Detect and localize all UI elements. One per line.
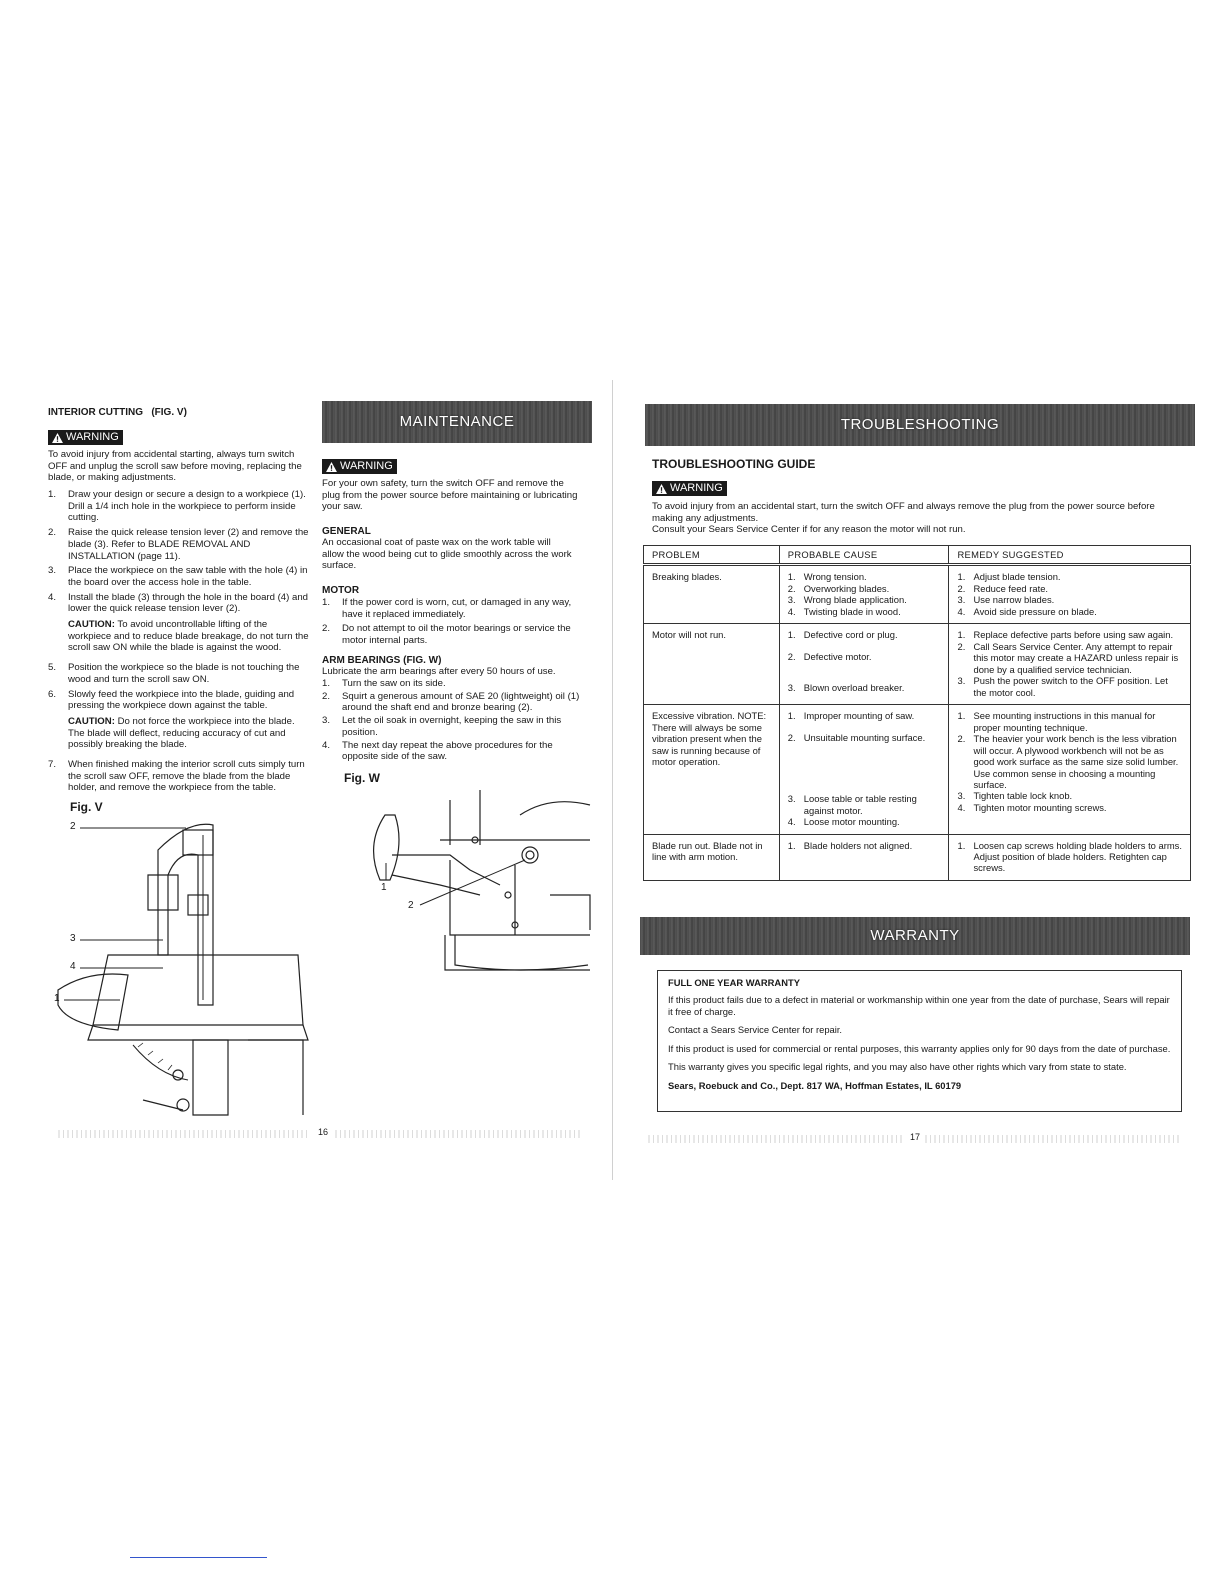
item-number: 1. bbox=[322, 678, 331, 689]
interior-cutting-fig-ref: (FIG. V) bbox=[151, 407, 187, 418]
item-number: 3. bbox=[322, 715, 331, 727]
list-item bbox=[48, 527, 310, 562]
remedy-number: 4. bbox=[957, 801, 966, 813]
interior-warning-text: To avoid injury from accidental starting, always turn switch OFF and unplug the scroll saw before moving, replacing the blade, or making adjustments. bbox=[48, 449, 302, 484]
item-number: 2. bbox=[322, 623, 331, 635]
step-number: 5. bbox=[48, 662, 57, 674]
warning-triangle-icon bbox=[656, 484, 667, 494]
step-number: 6. bbox=[48, 688, 57, 700]
caution-label: CAUTION: bbox=[68, 715, 115, 727]
step-text: Slowly feed the workpiece into the blade, guiding and pressing the workpiece down against the table. bbox=[68, 688, 295, 712]
warning-badge bbox=[322, 459, 397, 474]
list-item bbox=[48, 489, 310, 524]
warning-label: WARNING bbox=[66, 430, 119, 443]
step-number: 1. bbox=[48, 489, 57, 500]
warranty-paragraph: This warranty gives you specific legal rights, and you may also have other rights which vary from state to state. bbox=[668, 1061, 1127, 1073]
troubleshooting-title: TROUBLESHOOTING bbox=[840, 415, 1000, 433]
cause-text: Wrong tension. bbox=[803, 571, 867, 583]
scan-noise bbox=[335, 1130, 583, 1138]
step-number: 3. bbox=[48, 565, 57, 577]
remedy-number: 2. bbox=[957, 733, 966, 745]
cause-number: 3. bbox=[787, 594, 796, 606]
fig-v-callout-2: 2 bbox=[70, 821, 76, 832]
list-item bbox=[48, 759, 310, 794]
remedy-text: Tighten table lock knob. bbox=[973, 790, 1073, 802]
fig-w-callout-2: 2 bbox=[408, 900, 414, 911]
cause-number: 4. bbox=[787, 605, 796, 617]
cause-cell bbox=[779, 705, 949, 834]
fig-w-callout-1: 1 bbox=[381, 882, 387, 893]
item-text: Turn the saw on its side. bbox=[342, 678, 446, 689]
remedy-number: 2. bbox=[957, 582, 966, 594]
cause-number: 1. bbox=[787, 839, 796, 851]
cause-text: Blade holders not aligned. bbox=[803, 839, 913, 851]
warning-badge bbox=[652, 481, 727, 496]
list-item bbox=[48, 565, 310, 588]
cause-cell bbox=[779, 624, 949, 705]
step-text: Place the workpiece on the saw table with the hole (4) in the board over the access hole in the table. bbox=[68, 565, 308, 588]
cause-number: 3. bbox=[787, 793, 796, 805]
fig-w-illustration bbox=[330, 785, 592, 985]
remedy-text: Avoid side pressure on blade. bbox=[973, 605, 1097, 617]
cause-number: 1. bbox=[787, 571, 796, 583]
table-row bbox=[644, 565, 1191, 624]
caution-2 bbox=[48, 716, 310, 751]
page-number: 16 bbox=[318, 1127, 329, 1137]
remedy-cell bbox=[949, 834, 1191, 880]
fig-v-illustration bbox=[48, 815, 313, 1120]
cause-text: Loose motor mounting. bbox=[803, 816, 900, 828]
troubleshooting-warning-text: To avoid injury from an accidental start, turn the switch OFF and always remove the plug from the power source before making any adjustments. bbox=[652, 501, 1155, 524]
list-item bbox=[322, 597, 577, 620]
remedy-number: 1. bbox=[957, 629, 966, 641]
interior-steps bbox=[48, 489, 310, 797]
col-header-problem: PROBLEM bbox=[644, 546, 780, 565]
caution-label: CAUTION: bbox=[68, 619, 115, 631]
col-header-remedy: REMEDY SUGGESTED bbox=[949, 546, 1191, 565]
warning-triangle-icon bbox=[52, 433, 63, 443]
cause-number: 2. bbox=[787, 650, 796, 662]
step-number: 2. bbox=[48, 527, 57, 539]
troubleshooting-consult-text: Consult your Sears Service Center if for any reason the motor will not run. bbox=[652, 524, 966, 535]
troubleshooting-guide-heading: TROUBLESHOOTING GUIDE bbox=[652, 457, 816, 471]
remedy-number: 3. bbox=[957, 790, 966, 802]
warning-label: WARNING bbox=[340, 459, 393, 472]
remedy-text: The heavier your work bench is the less vibration will occur. A plywood workbench will not be as good work surface as the same size solid lumber. Use common sense in choosing a mounting surface. bbox=[973, 733, 1179, 790]
page-number: 17 bbox=[910, 1132, 921, 1142]
remedy-number: 2. bbox=[957, 640, 966, 652]
warranty-title: WARRANTY bbox=[870, 926, 960, 944]
cause-text: Defective motor. bbox=[803, 650, 872, 662]
table-row bbox=[644, 624, 1191, 705]
remedy-cell bbox=[949, 705, 1191, 834]
fig-w-label: Fig. W bbox=[344, 771, 380, 785]
page-divider bbox=[612, 380, 613, 1180]
fig-v-callout-3: 3 bbox=[70, 933, 76, 944]
scan-noise bbox=[58, 1130, 308, 1138]
table-row bbox=[644, 705, 1191, 834]
step-text: Position the workpiece so the blade is not touching the wood and turn the scroll saw ON. bbox=[68, 662, 300, 685]
link-underline bbox=[130, 1557, 267, 1558]
general-text: An occasional coat of paste wax on the work table will allow the wood being cut to glide smoothly across the work surface. bbox=[322, 537, 572, 572]
remedy-number: 1. bbox=[957, 839, 966, 851]
arm-bearings-intro: Lubricate the arm bearings after every 50 hours of use. bbox=[322, 666, 556, 677]
maintenance-title: MAINTENANCE bbox=[399, 412, 515, 430]
item-text: The next day repeat the above procedures for the opposite side of the saw. bbox=[342, 739, 553, 763]
problem-cell: Excessive vibration. NOTE: There will always be some vibration present when the saw is running because of motor operation. bbox=[644, 705, 780, 834]
cause-number: 2. bbox=[787, 731, 796, 743]
table-row bbox=[644, 834, 1191, 880]
list-item bbox=[48, 592, 310, 615]
warning-triangle-icon bbox=[326, 462, 337, 472]
remedy-text: Use narrow blades. bbox=[973, 594, 1055, 606]
caution-1 bbox=[48, 619, 310, 654]
fig-v-label: Fig. V bbox=[70, 800, 103, 814]
remedy-number: 3. bbox=[957, 675, 966, 687]
step-text: When finished making the interior scroll cuts simply turn the scroll saw OFF, remove the blade from the blade holder, and remove the workpiece from the table. bbox=[68, 759, 305, 794]
remedy-number: 4. bbox=[957, 605, 966, 617]
list-item bbox=[322, 715, 582, 738]
caution-text: To avoid uncontrollable lifting of the workpiece and to reduce blade breakage, do not turn the scroll saw ON while the blade is against the wood. bbox=[68, 619, 309, 654]
remedy-number: 1. bbox=[957, 710, 966, 722]
list-item bbox=[322, 691, 582, 714]
warning-badge bbox=[48, 430, 123, 445]
troubleshooting-table bbox=[643, 545, 1191, 881]
warranty-address: Sears, Roebuck and Co., Dept. 817 WA, Hoffman Estates, IL 60179 bbox=[668, 1079, 962, 1091]
remedy-text: Adjust blade tension. bbox=[973, 571, 1061, 583]
step-text: Raise the quick release tension lever (2) and remove the blade (3). Refer to BLADE REMOVAL AND INSTALLATION (page 11). bbox=[68, 527, 309, 562]
cause-number: 1. bbox=[787, 710, 796, 722]
fig-v-callout-4: 4 bbox=[70, 961, 76, 972]
warranty-heading: FULL ONE YEAR WARRANTY bbox=[668, 977, 800, 988]
scan-noise bbox=[648, 1135, 903, 1143]
caution-text: Do not force the workpiece into the blade. The blade will deflect, reducing accuracy of cut and possibly breaking the blade. bbox=[68, 715, 295, 751]
item-text: Let the oil soak in overnight, keeping the saw in this position. bbox=[342, 715, 562, 738]
cause-number: 1. bbox=[787, 629, 796, 641]
scan-noise bbox=[925, 1135, 1180, 1143]
motor-heading: MOTOR bbox=[322, 585, 360, 596]
item-text: Squirt a generous amount of SAE 20 (lightweight) oil (1) around the shaft end and bronze bearing (2). bbox=[342, 690, 580, 714]
cause-text: Unsuitable mounting surface. bbox=[803, 731, 926, 743]
remedy-text: Call Sears Service Center. Any attempt to repair this motor may create a HAZARD unless repair is done by a qualified service technician. bbox=[973, 640, 1179, 675]
cause-text: Improper mounting of saw. bbox=[803, 710, 915, 722]
cause-text: Defective cord or plug. bbox=[803, 629, 898, 641]
remedy-text: Reduce feed rate. bbox=[973, 582, 1049, 594]
interior-cutting-title: INTERIOR CUTTING bbox=[48, 407, 143, 418]
item-text: If the power cord is worn, cut, or damaged in any way, have it replaced immediately. bbox=[342, 597, 572, 620]
step-number: 7. bbox=[48, 759, 57, 771]
remedy-text: Replace defective parts before using saw again. bbox=[973, 629, 1174, 641]
remedy-text: See mounting instructions in this manual for proper mounting technique. bbox=[973, 710, 1156, 733]
cause-text: Blown overload breaker. bbox=[803, 682, 905, 694]
cause-number: 2. bbox=[787, 582, 796, 594]
remedy-text: Loosen cap screws holding blade holders to arms. Adjust position of blade holders. Retighten cap screws. bbox=[973, 839, 1182, 874]
remedy-number: 3. bbox=[957, 594, 966, 606]
warranty-paragraph: If this product fails due to a defect in material or workmanship within one year from the date of purchase, Sears will repair it free of charge. bbox=[668, 994, 1170, 1017]
troubleshooting-banner bbox=[645, 404, 1195, 446]
remedy-cell bbox=[949, 624, 1191, 705]
warning-label: WARNING bbox=[670, 481, 723, 494]
list-item bbox=[48, 662, 310, 685]
problem-cell: Breaking blades. bbox=[644, 565, 780, 624]
cause-text: Wrong blade application. bbox=[803, 594, 907, 606]
table-header-row bbox=[644, 546, 1191, 565]
list-item bbox=[48, 689, 310, 712]
remedy-text: Push the power switch to the OFF position. Let the motor cool. bbox=[973, 675, 1168, 698]
cause-number: 4. bbox=[787, 816, 796, 828]
warranty-box bbox=[657, 970, 1182, 1112]
col-header-cause: PROBABLE CAUSE bbox=[779, 546, 949, 565]
cause-cell bbox=[779, 834, 949, 880]
arm-bearings-heading: ARM BEARINGS (FIG. W) bbox=[322, 655, 442, 666]
fig-v-callout-1: 1 bbox=[54, 993, 60, 1004]
item-text: Do not attempt to oil the motor bearings or service the motor internal parts. bbox=[342, 623, 571, 647]
remedy-number: 1. bbox=[957, 571, 966, 583]
warranty-banner bbox=[640, 917, 1190, 955]
remedy-text: Tighten motor mounting screws. bbox=[973, 801, 1107, 813]
list-item bbox=[322, 740, 582, 763]
motor-list bbox=[322, 597, 577, 650]
problem-cell: Blade run out. Blade not in line with arm motion. bbox=[644, 834, 780, 880]
item-number: 4. bbox=[322, 739, 331, 751]
item-number: 2. bbox=[322, 690, 331, 702]
cause-text: Overworking blades. bbox=[803, 582, 890, 594]
maintenance-warning-text: For your own safety, turn the switch OFF and remove the plug from the power source before maintaining or lubricating your saw. bbox=[322, 478, 578, 513]
cause-cell bbox=[779, 565, 949, 624]
maintenance-banner bbox=[322, 401, 592, 443]
cause-text: Loose table or table resting against motor. bbox=[803, 793, 917, 816]
cause-text: Twisting blade in wood. bbox=[803, 605, 901, 617]
warranty-paragraph: Contact a Sears Service Center for repair. bbox=[668, 1024, 843, 1036]
arm-bearings-list bbox=[322, 678, 582, 764]
list-item bbox=[322, 623, 577, 646]
problem-cell: Motor will not run. bbox=[644, 624, 780, 705]
list-item bbox=[322, 678, 582, 690]
item-number: 1. bbox=[322, 597, 331, 608]
remedy-cell bbox=[949, 565, 1191, 624]
cause-number: 3. bbox=[787, 682, 796, 694]
general-heading: GENERAL bbox=[322, 526, 371, 537]
warranty-paragraph: If this product is used for commercial or rental purposes, this warranty applies only for 90 days from the date of purchase. bbox=[668, 1042, 1171, 1054]
step-text: Install the blade (3) through the hole in the board (4) and lower the quick release tension lever (2). bbox=[68, 591, 309, 615]
step-text: Draw your design or secure a design to a workpiece (1). Drill a 1/4 inch hole in the workpiece to perform inside cutting. bbox=[68, 489, 306, 524]
interior-cutting-heading bbox=[48, 407, 187, 419]
step-number: 4. bbox=[48, 591, 57, 603]
